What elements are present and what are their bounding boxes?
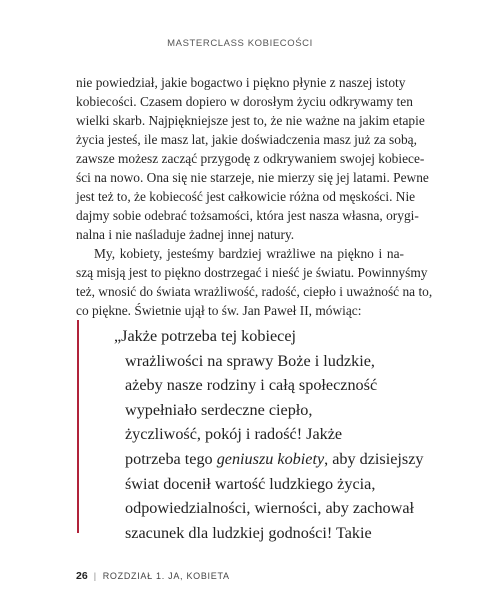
quote-text: potrzeba tego	[125, 449, 217, 468]
body-line: szą misją jest to piękno dostrzegać i nieść je światu. Powinnyśmy	[76, 265, 428, 280]
running-header: MASTERCLASS KOBIECOŚCI	[167, 38, 313, 49]
block-quote	[114, 324, 424, 545]
quote-line-mixed	[114, 447, 424, 472]
body-line: co piękne. Świetnie ujął to św. Jan Paweł II, mówiąc:	[76, 303, 362, 318]
quote-line: ażeby nasze rodziny i całą społeczność	[125, 376, 378, 395]
quote-line: życzliwość, pokój i radość! Jakże	[125, 425, 343, 444]
body-line: życia jesteś, ile masz lat, jakie doświadczenia masz już za sobą,	[76, 132, 417, 147]
body-line: nie powiedział, jakie bogactwo i piękno płynie z naszej istoty	[76, 75, 406, 90]
quote-emphasis: geniuszu kobiety	[216, 449, 325, 468]
quote-line: odpowiedzialności, wierności, aby zachował	[125, 499, 415, 518]
body-line: kobiecości. Czasem dopiero w dorosłym życiu odkrywamy ten	[76, 94, 413, 109]
page-footer	[76, 570, 230, 582]
quote-line: świat docenił wartość ludzkiego życia,	[125, 474, 376, 493]
quote-line: szacunek dla ludzkiej godności! Takie	[125, 523, 372, 542]
body-line: nalna i nie naśladuje żadnej innej natury.	[76, 227, 295, 242]
body-line: ści na nowo. Ona się nie starzeje, nie mierzy się jej latami. Pewne	[76, 170, 429, 185]
quote-line: wrażliwości na sprawy Boże i ludzkie,	[125, 351, 375, 370]
quote-line: wypełniało serdeczne ciepło,	[125, 400, 313, 419]
body-paragraphs	[76, 73, 433, 320]
body-line: zawsze możesz zacząć przygodę z odkrywaniem swojej kobiece-	[76, 151, 425, 166]
body-line: My, kobiety, jesteśmy bardziej wrażliwe na piękno i na-	[94, 246, 404, 261]
body-line: też, wnosić do świata wrażliwość, radość, ciepło i uważność na to,	[76, 284, 433, 299]
body-line: wielki skarb. Najpiękniejsze jest to, że nie ważne na jakim etapie	[76, 113, 425, 128]
body-line: dajmy sobie odebrać tożsamości, która jest nasza własna, orygi-	[76, 208, 419, 223]
quote-line: „Jakże potrzeba tej kobiecej	[114, 327, 297, 345]
page-number: 26	[76, 570, 88, 582]
body-line: jest też to, że kobiecość jest całkowicie różna od męskości. Nie	[76, 189, 416, 204]
chapter-title: ROZDZIAŁ 1. JA, KOBIETA	[102, 571, 230, 581]
quote-text: , aby dzisiejszy	[324, 449, 424, 468]
footer-separator: |	[93, 571, 97, 581]
quote-accent-rule	[77, 320, 79, 533]
